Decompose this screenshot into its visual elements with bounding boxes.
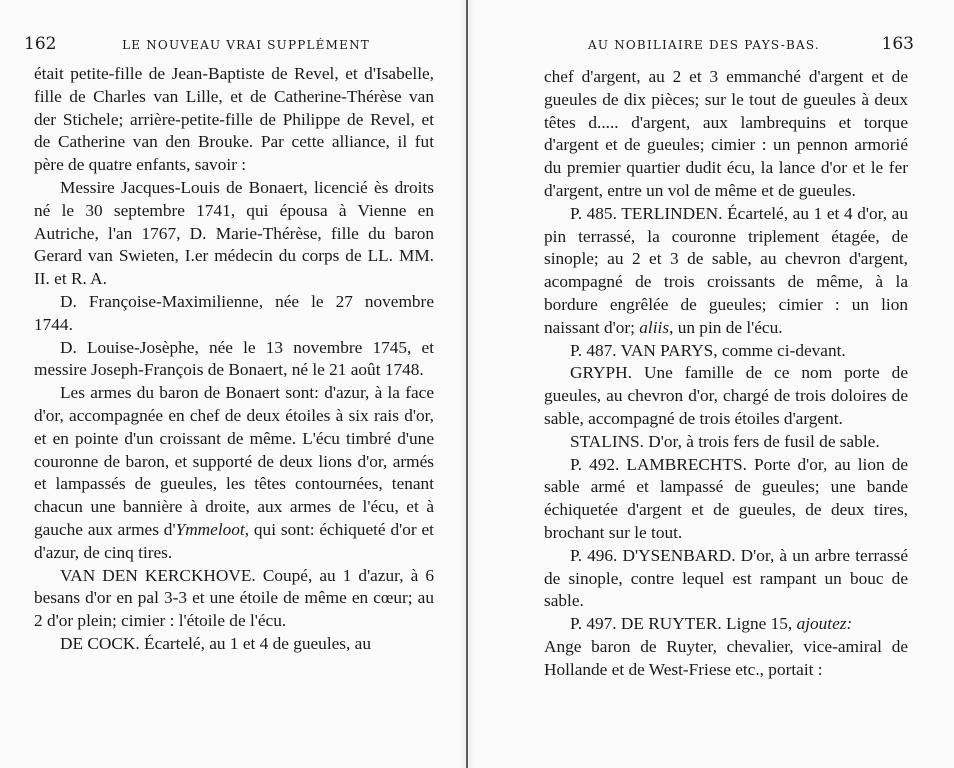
paragraph: Ange baron de Ruyter, chevalier, vice-amiral de Hollande et de West-Friese etc., portait : [544, 636, 908, 679]
paragraph-armes-tail: , qui sont: échiqueté d'or et d'azur, de cinq tires. [34, 519, 434, 562]
paragraph-ruyter [544, 613, 908, 636]
right-page-text [544, 66, 908, 682]
paragraph: GRYPH. Une famille de ce nom porte de gueules, au chevron d'or, chargé de trois doloires de sable, accompagné de trois étoiles d'argent. [544, 363, 908, 428]
right-page-number: 163 [881, 34, 914, 54]
paragraph: chef d'argent, au 2 et 3 emmanché d'argent et de gueules de dix pièces; sur le tout de gueules à deux têtes d..... d'argent, aux lambrequins et torque d'argent et de gueules; cimier : un pennon armorié du premier quartier dudit écu, la lance d'or et le fer d'argent, entre un vol de même et de gueules. [544, 67, 908, 200]
left-page [24, 0, 448, 768]
paragraph: STALINS. D'or, à trois fers de fusil de sable. [570, 431, 880, 451]
left-page-text [34, 63, 434, 656]
left-page-header [24, 34, 448, 58]
left-running-title: LE NOUVEAU VRAI SUPPLÉMENT [122, 38, 370, 52]
paragraph: D. Louise-Josèphe, née le 13 novembre 1745, et messire Joseph-François de Bonaert, né le 21 août 1748. [34, 337, 434, 380]
paragraph: D. Françoise-Maximilienne, née le 27 novembre 1744. [34, 291, 434, 334]
paragraph-terlinden [544, 203, 908, 340]
paragraph: P. 492. LAMBRECHTS. Porte d'or, au lion de sable armé et lampassé de gueules; une bande échiquetée d'argent et de gueules, de deux tires, brochant sur le tout. [544, 454, 908, 542]
gutter-line [466, 0, 468, 768]
paragraph: P. 487. VAN PARYS, comme ci-devant. [570, 340, 846, 360]
ruyter-text: P. 497. DE RUYTER. Ligne 15, [570, 614, 797, 634]
paragraph-armes [34, 382, 434, 564]
paragraph: était petite-fille de Jean-Baptiste de Revel, et d'Isabelle, fille de Charles van Lille, et de Catherine-Thérèse van der Stichele; arrière-petite-fille de Philippe de Revel, et de Catherine van den Brouke. Par cette alliance, il fut père de quatre enfants, savoir : [34, 64, 434, 175]
paragraph: VAN DEN KERCKHOVE. Coupé, au 1 d'azur, à 6 besans d'or en pal 3-3 et une étoile de même en cœur; au 2 d'or plein; cimier : l'étoile de l'écu. [34, 565, 434, 631]
right-page [538, 0, 914, 768]
paragraph-armes-text: Les armes du baron de Bonaert sont: d'azur, à la face d'or, accompagnée en chef de deux étoiles à six rais d'or, et en pointe d'un croissant de même. L'écu timbré d'une couronne de baron, et supporté de deux lions d'or, armés et lampassés de gueules, les têtes contournées, tenant chacun une bannière à droite, aux armes de l'écu, et à gauche aux armes d' [34, 383, 434, 539]
paragraph: P. 496. D'YSENBARD. D'or, à un arbre terrassé de sinople, contre lequel est rampant un bouc de sable. [544, 545, 908, 611]
left-page-number: 162 [24, 34, 57, 54]
ajoutez-italic: ajoutez: [796, 614, 853, 634]
paragraph: DE COCK. Écartelé, au 1 et 4 de gueules, au [60, 633, 371, 653]
aliis-italic: aliis [639, 317, 670, 337]
right-page-header [538, 34, 914, 58]
right-running-title: AU NOBILIAIRE DES PAYS-BAS. [588, 38, 820, 52]
paragraph: Messire Jacques-Louis de Bonaert, licencié ès droits né le 30 septembre 1741, qui épousa à Vienne en Autriche, l'an 1767, D. Marie-Thérèse, fille du baron Gerard van Swieten, I.er médecin du corps de LL. MM. II. et R. A. [34, 177, 434, 289]
terlinden-text: P. 485. TERLINDEN. Écartelé, au 1 et 4 d'or, au pin terrassé, la couronne triplement étagée, de sinople; au 2 et 3 de sable, au chevron d'argent, acompagné de trois croissants de même, à la bordure engrêlée de gueules; cimier : un lion naissant d'or; [544, 203, 908, 337]
ymmeloot-italic: Ymmeloot [175, 519, 245, 539]
terlinden-tail: , un pin de l'écu. [669, 317, 783, 337]
